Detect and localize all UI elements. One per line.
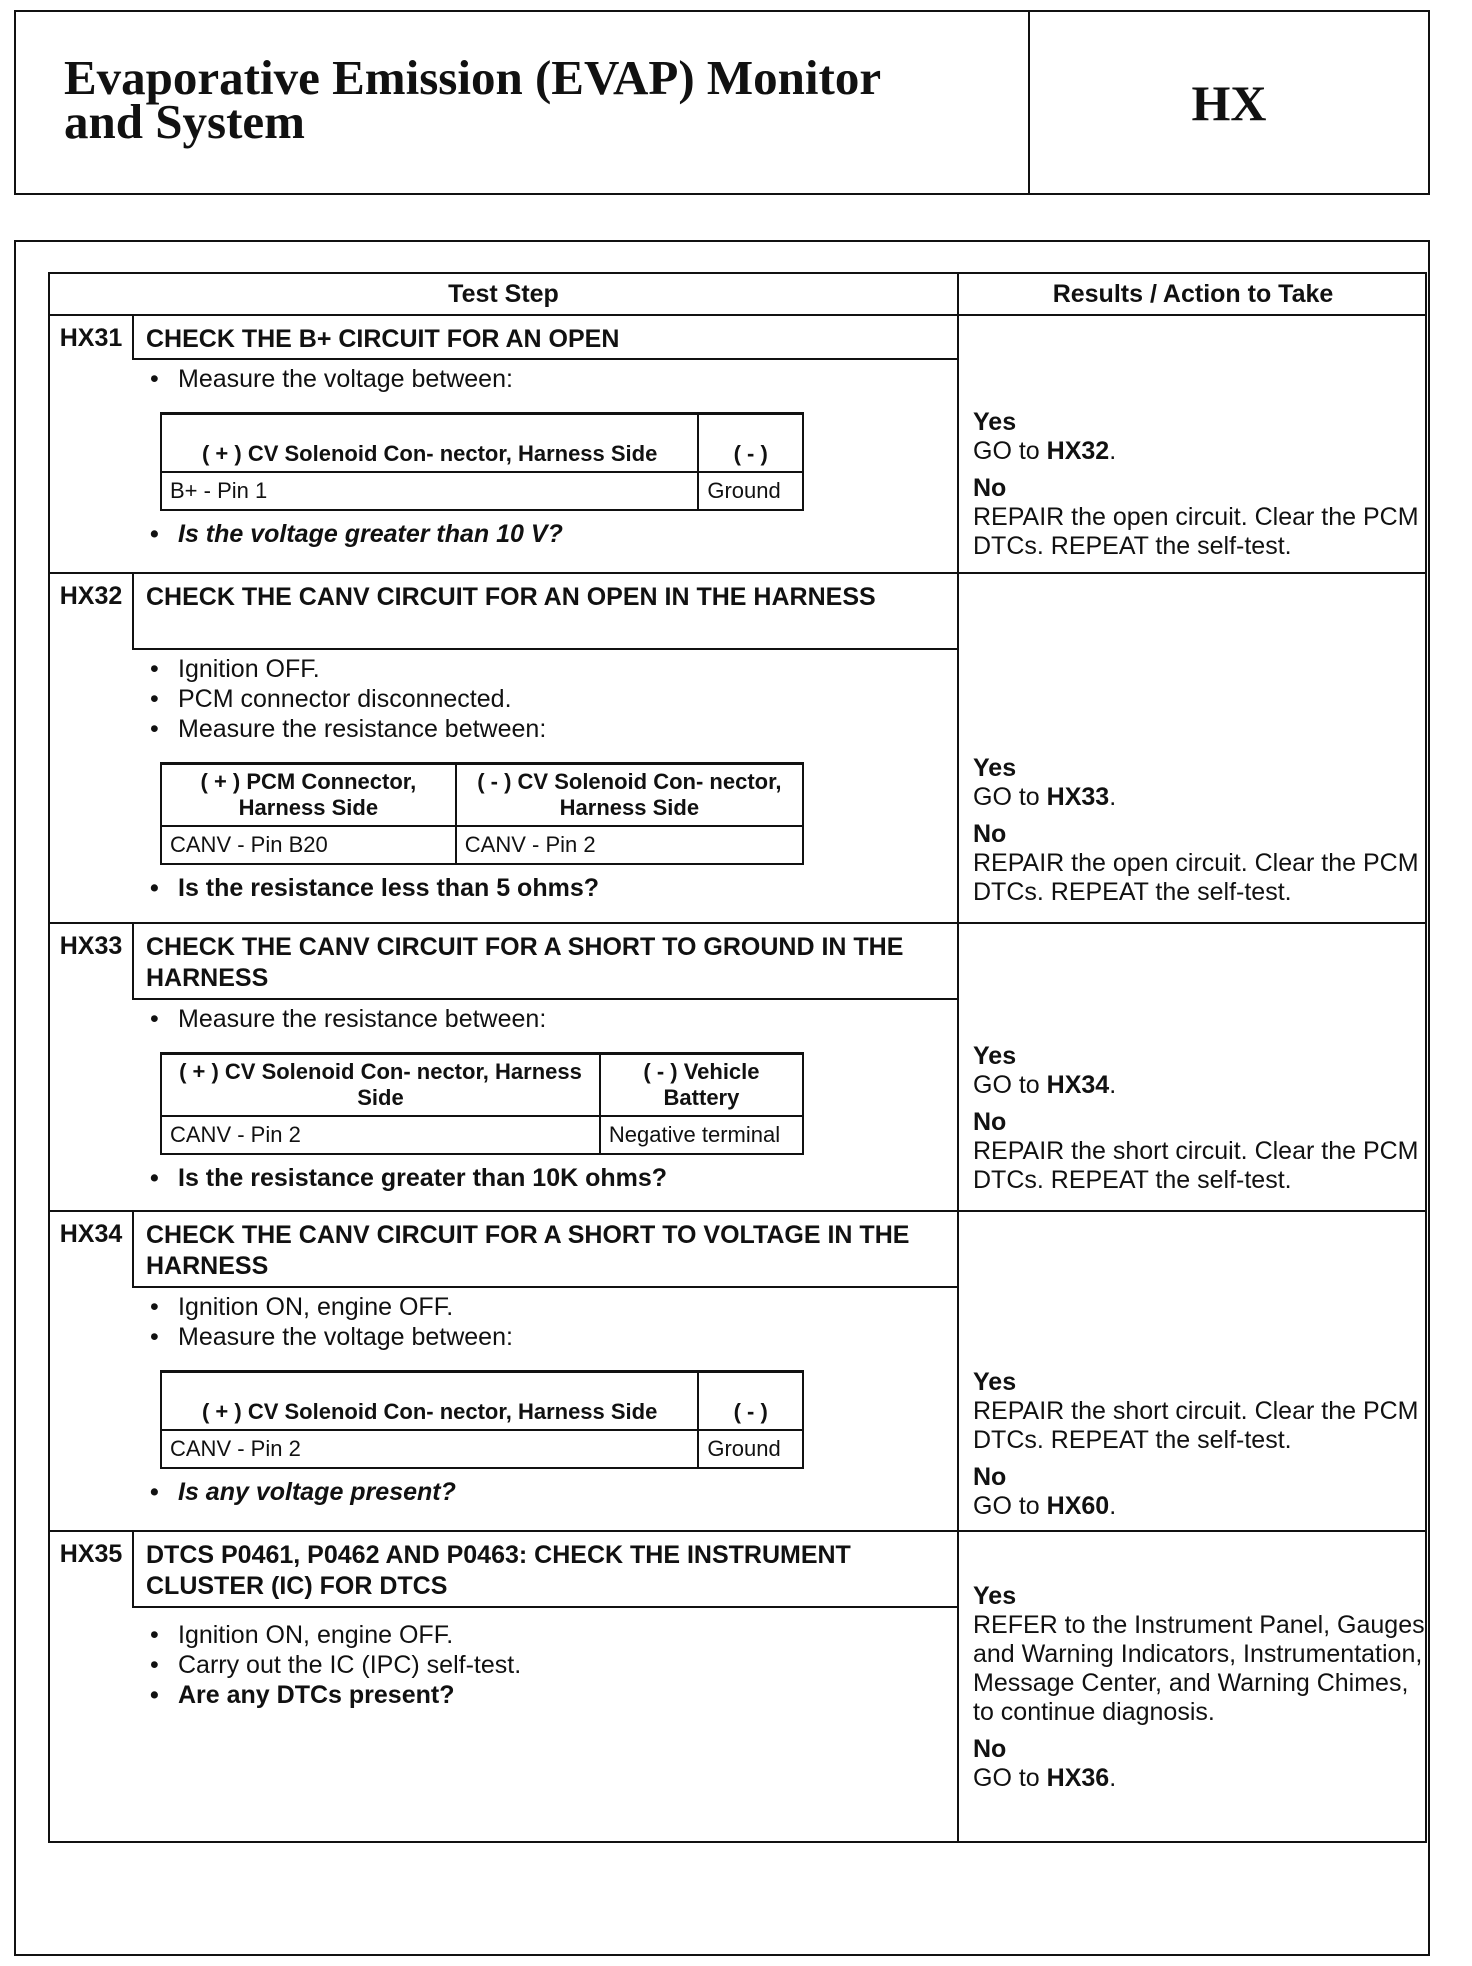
measure-head-minus: ( - ): [698, 414, 803, 472]
step-instruction: • Carry out the IC (IPC) self-test.: [146, 1650, 957, 1680]
step-instruction: • PCM connector disconnected.: [146, 684, 957, 714]
result-hx33: [959, 924, 1427, 1212]
measure-head-plus: ( + ) CV Solenoid Con- nector, Harness Side: [161, 1372, 698, 1430]
page-title: [16, 12, 1030, 193]
yes-label: Yes: [973, 754, 1017, 782]
step-question: • Is the resistance greater than 10K ohms?: [146, 1163, 957, 1193]
goto-step-link[interactable]: HX33: [1046, 783, 1110, 811]
step-instruction: • Measure the voltage between:: [146, 364, 957, 394]
no-action: GO to HX60.: [973, 1492, 1117, 1520]
col-header-test-step: Test Step: [50, 274, 957, 316]
measurement-table: [160, 1370, 804, 1469]
no-label: No: [973, 1463, 1007, 1491]
yes-action: REFER to the Instrument Panel, Gauges and Warning Indicators, Instrumentation, Message Center, and Warning Chimes, to continue diagnosis.: [973, 1611, 1425, 1726]
step-question: • Is the resistance less than 5 ohms?: [146, 873, 957, 903]
goto-step-link[interactable]: HX32: [1046, 437, 1110, 465]
step-instruction: • Ignition ON, engine OFF.: [146, 1292, 957, 1322]
yes-action: GO to HX32.: [973, 437, 1117, 465]
page-title-line-1: Evaporative Emission (EVAP) Monitor: [64, 50, 882, 105]
step-question: • Are any DTCs present?: [146, 1680, 957, 1710]
step-instruction: • Ignition ON, engine OFF.: [146, 1620, 957, 1650]
measure-head-minus: ( - ) CV Solenoid Con- nector, Harness Side: [456, 764, 803, 827]
step-body: [132, 1000, 957, 1193]
measure-value-minus: Ground: [698, 1430, 803, 1468]
page-title-line-2: and System: [64, 94, 305, 149]
test-step-hx31: [50, 316, 957, 574]
goto-step-link[interactable]: HX60: [1046, 1492, 1110, 1520]
yes-action: GO to HX33.: [973, 783, 1117, 811]
step-question: • Is any voltage present?: [146, 1477, 957, 1507]
yes-label: Yes: [973, 1368, 1017, 1396]
result-hx31: [959, 316, 1427, 574]
step-id: HX31: [59, 324, 123, 352]
no-action: REPAIR the open circuit. Clear the PCM DTCs. REPEAT the self-test.: [973, 849, 1419, 906]
yes-label: Yes: [973, 1582, 1017, 1610]
step-instruction: • Measure the resistance between:: [146, 1004, 957, 1034]
section-code: HX: [1191, 74, 1267, 131]
test-step-hx33: [50, 924, 957, 1212]
result-hx35: [959, 1532, 1427, 1843]
step-id: HX32: [59, 582, 123, 610]
yes-label: Yes: [973, 408, 1017, 436]
no-label: No: [973, 1735, 1007, 1763]
goto-step-link[interactable]: HX34: [1046, 1071, 1110, 1099]
test-step-hx34: [50, 1212, 957, 1532]
result-hx32: [959, 574, 1427, 924]
measure-value-plus: CANV - Pin 2: [161, 1430, 698, 1468]
yes-action: GO to HX34.: [973, 1071, 1117, 1099]
step-instruction: • Measure the resistance between:: [146, 714, 957, 744]
step-id: HX35: [59, 1540, 123, 1568]
measurement-table: [160, 412, 804, 511]
diagnostic-table: [48, 272, 1427, 1843]
measure-head-plus: ( + ) PCM Connector, Harness Side: [161, 764, 456, 827]
step-id: HX33: [59, 932, 123, 960]
step-body: [132, 360, 957, 549]
yes-label: Yes: [973, 1042, 1017, 1070]
measure-value-minus: Negative terminal: [600, 1116, 803, 1154]
step-body: [132, 1288, 957, 1507]
step-title: CHECK THE CANV CIRCUIT FOR AN OPEN IN THE HARNESS: [132, 574, 957, 650]
yes-action: REPAIR the short circuit. Clear the PCM DTCs. REPEAT the self-test.: [973, 1397, 1419, 1454]
col-header-results: Results / Action to Take: [959, 274, 1427, 316]
page-header: [14, 10, 1430, 195]
measurement-table: [160, 1052, 804, 1155]
no-label: No: [973, 1108, 1007, 1136]
step-title: DTCS P0461, P0462 AND P0463: CHECK THE INSTRUMENT CLUSTER (IC) FOR DTCS: [132, 1532, 957, 1608]
step-question: • Is the voltage greater than 10 V?: [146, 519, 957, 549]
step-id: HX34: [59, 1220, 123, 1248]
measure-head-plus: ( + ) CV Solenoid Con- nector, Harness Side: [161, 1054, 600, 1117]
step-title: CHECK THE B+ CIRCUIT FOR AN OPEN: [132, 316, 957, 360]
measure-head-minus: ( - ) Vehicle Battery: [600, 1054, 803, 1117]
measure-value-minus: CANV - Pin 2: [456, 826, 803, 864]
test-step-hx32: [50, 574, 957, 924]
step-instruction: • Ignition OFF.: [146, 654, 957, 684]
no-label: No: [973, 474, 1007, 502]
measure-value-plus: CANV - Pin 2: [161, 1116, 600, 1154]
goto-step-link[interactable]: HX36: [1046, 1764, 1110, 1792]
no-action: REPAIR the short circuit. Clear the PCM DTCs. REPEAT the self-test.: [973, 1137, 1419, 1194]
measure-value-plus: B+ - Pin 1: [161, 472, 698, 510]
step-body: [132, 650, 957, 903]
test-step-hx35: [50, 1532, 957, 1843]
measure-head-minus: ( - ): [698, 1372, 803, 1430]
no-action: GO to HX36.: [973, 1764, 1117, 1792]
measurement-table: [160, 762, 804, 865]
step-instruction: • Measure the voltage between:: [146, 1322, 957, 1352]
step-body: [132, 1608, 957, 1710]
no-label: No: [973, 820, 1007, 848]
step-title: CHECK THE CANV CIRCUIT FOR A SHORT TO VOLTAGE IN THE HARNESS: [132, 1212, 957, 1288]
measure-value-minus: Ground: [698, 472, 803, 510]
measure-head-plus: ( + ) CV Solenoid Con- nector, Harness Side: [161, 414, 698, 472]
no-action: REPAIR the open circuit. Clear the PCM DTCs. REPEAT the self-test.: [973, 503, 1419, 560]
step-title: CHECK THE CANV CIRCUIT FOR A SHORT TO GROUND IN THE HARNESS: [132, 924, 957, 1000]
measure-value-plus: CANV - Pin B20: [161, 826, 456, 864]
result-hx34: [959, 1212, 1427, 1532]
